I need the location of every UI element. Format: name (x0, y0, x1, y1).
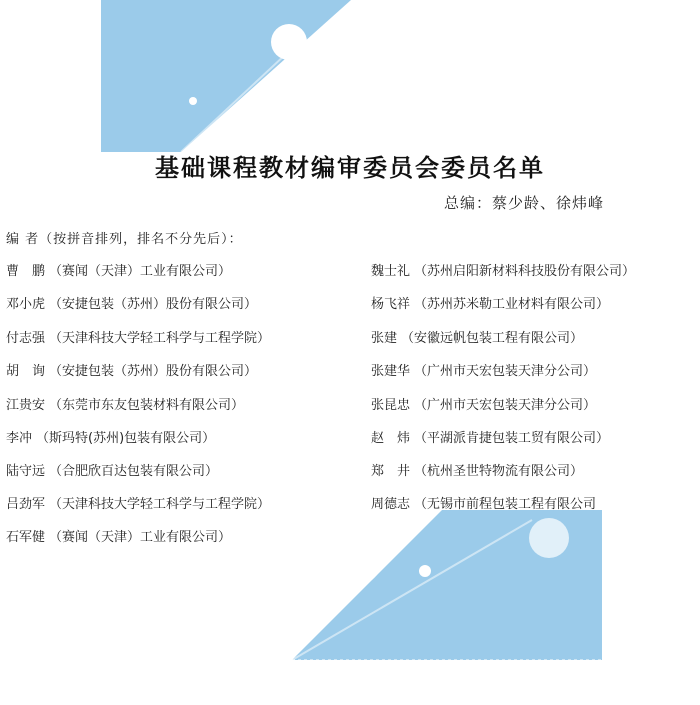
member-right-5 (371, 394, 596, 413)
member-name: 魏士礼 (371, 264, 411, 279)
bottom-circle-small (419, 565, 431, 577)
member-name: 周德志 (371, 497, 411, 512)
member-left-8 (6, 493, 270, 512)
member-left-4 (6, 360, 257, 379)
bottom-circle-large (529, 518, 569, 558)
member-left-1 (6, 260, 231, 279)
member-org: （安捷包装（苏州）股份有限公司） (49, 364, 258, 379)
member-name: 吕劲军 (6, 497, 46, 512)
bottom-decoration (292, 510, 602, 670)
member-org: （苏州启阳新材料科技股份有限公司） (414, 264, 636, 279)
bottom-circle-faint (320, 523, 384, 587)
member-org: （斯玛特(苏州)包装有限公司） (36, 431, 216, 446)
member-org: （广州市天宏包装天津分公司） (414, 364, 597, 379)
member-left-9 (6, 526, 231, 545)
member-org: （杭州圣世特物流有限公司） (414, 464, 584, 479)
top-circle-small (189, 97, 197, 105)
member-org: （安捷包装（苏州）股份有限公司） (49, 297, 258, 312)
member-org: （赛闻（天津）工业有限公司） (49, 530, 232, 545)
member-name: 曹 鹏 (6, 264, 46, 279)
member-org: （天津科技大学轻工科学与工程学院） (49, 497, 271, 512)
member-org: （平湖派肯捷包装工贸有限公司） (414, 431, 610, 446)
member-org: （广州市天宏包装天津分公司） (414, 398, 597, 413)
member-right-6 (371, 427, 609, 446)
top-circle-faint (265, 99, 317, 151)
member-name: 郑 井 (371, 464, 411, 479)
member-org: （安徽远帆包装工程有限公司） (401, 331, 584, 346)
member-org: （赛闻（天津）工业有限公司） (49, 264, 232, 279)
member-name: 张建华 (371, 364, 411, 379)
member-name: 李冲 (6, 431, 33, 446)
member-org: （天津科技大学轻工科学与工程学院） (49, 331, 271, 346)
member-org: （东莞市东友包装材料有限公司） (49, 398, 245, 413)
member-name: 江贵安 (6, 398, 46, 413)
member-org: （无锡市前程包装工程有限公司 (414, 497, 597, 512)
top-decoration (101, 0, 361, 152)
member-name: 张昆忠 (371, 398, 411, 413)
member-org: （合肥欣百达包装有限公司） (49, 464, 219, 479)
member-left-5 (6, 394, 244, 413)
member-right-8 (371, 493, 596, 512)
member-name: 张建 (371, 331, 398, 346)
member-name: 石军健 (6, 530, 46, 545)
document-title: 基础课程教材编审委员会委员名单 (155, 154, 545, 182)
member-left-7 (6, 460, 218, 479)
member-name: 胡 询 (6, 364, 46, 379)
member-name: 杨飞祥 (371, 297, 411, 312)
member-right-7 (371, 460, 583, 479)
editors-intro: 编 者（按拼音排列，排名不分先后）： (6, 232, 243, 247)
top-circle-large (271, 24, 307, 60)
member-right-2 (371, 293, 609, 312)
member-right-3 (371, 327, 583, 346)
member-left-2 (6, 293, 257, 312)
member-org: （苏州苏米勒工业材料有限公司） (414, 297, 610, 312)
member-right-1 (371, 260, 635, 279)
member-name: 陆守远 (6, 464, 46, 479)
member-name: 付志强 (6, 331, 46, 346)
chief-editors: 总编：蔡少龄、徐炜峰 (444, 194, 605, 212)
member-left-3 (6, 327, 270, 346)
member-right-4 (371, 360, 596, 379)
member-name: 邓小虎 (6, 297, 46, 312)
member-left-6 (6, 427, 215, 446)
member-name: 赵 炜 (371, 431, 411, 446)
